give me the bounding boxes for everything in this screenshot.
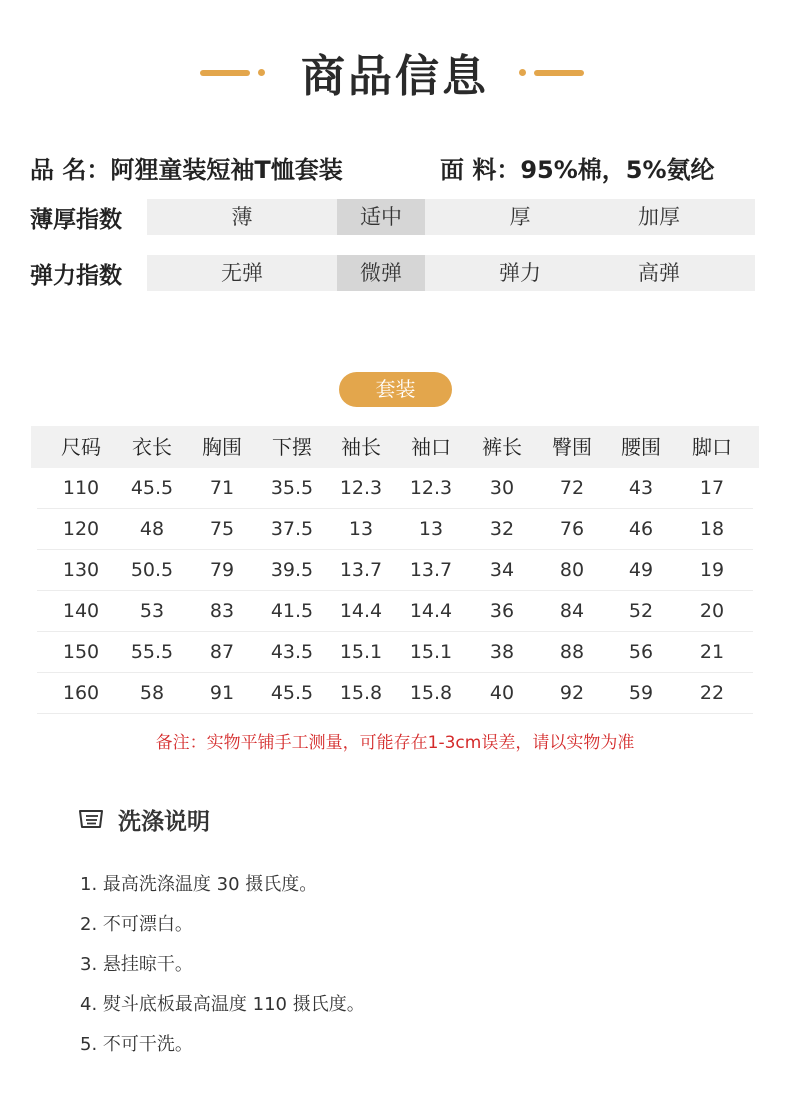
table-cell: 18	[699, 518, 725, 540]
table-cell: 13	[418, 518, 444, 540]
table-cell: 52	[628, 600, 654, 622]
table-cell: 84	[559, 600, 585, 622]
table-cell: 15.8	[409, 682, 453, 704]
header-cell: 脚口	[692, 435, 732, 459]
table-cell: 76	[559, 518, 585, 540]
size-table-body	[31, 468, 759, 714]
table-cell: 12.3	[339, 477, 383, 499]
set-badge: 套装	[339, 372, 452, 407]
page-title: 商品信息	[301, 51, 489, 102]
table-cell: 38	[489, 641, 515, 663]
table-cell: 58	[139, 682, 165, 704]
product-fabric-value: 95%棉，5%氨纶	[520, 156, 715, 184]
table-cell: 55.5	[130, 641, 174, 663]
header-deco-dot-right	[519, 69, 526, 76]
header-cell: 袖长	[341, 435, 381, 459]
table-cell: 15.8	[339, 682, 383, 704]
table-cell: 20	[699, 600, 725, 622]
thickness-scale	[147, 199, 755, 235]
table-cell: 83	[209, 600, 235, 622]
table-cell: 32	[489, 518, 515, 540]
table-cell: 46	[628, 518, 654, 540]
table-cell: 87	[209, 641, 235, 663]
washing-basin-icon	[78, 808, 104, 830]
header-cell: 下摆	[272, 435, 312, 459]
table-cell: 13.7	[339, 559, 383, 581]
table-row	[37, 550, 753, 591]
table-cell: 45.5	[270, 682, 314, 704]
size-table-header	[31, 426, 759, 468]
table-cell: 40	[489, 682, 515, 704]
table-cell: 37.5	[270, 518, 314, 540]
table-row	[37, 591, 753, 632]
size-table	[31, 426, 759, 714]
table-cell: 36	[489, 600, 515, 622]
table-cell: 41.5	[270, 600, 314, 622]
header-cell: 衣长	[132, 435, 172, 459]
washing-item: 1. 最高洗涤温度 30 摄氏度。	[80, 874, 318, 895]
elasticity-option: 弹力	[499, 261, 541, 285]
washing-item: 2. 不可漂白。	[80, 914, 193, 935]
table-cell: 30	[489, 477, 515, 499]
header-cell: 腰围	[621, 435, 661, 459]
product-fabric-row	[440, 150, 715, 185]
washing-item: 5. 不可干洗。	[80, 1034, 193, 1055]
table-cell: 72	[559, 477, 585, 499]
washing-title: 洗涤说明	[118, 809, 210, 835]
header-cell: 臀围	[552, 435, 592, 459]
table-cell: 19	[699, 559, 725, 581]
thickness-option: 厚	[509, 205, 531, 229]
table-cell: 43	[628, 477, 654, 499]
thickness-label: 薄厚指数	[30, 207, 122, 233]
table-cell: 14.4	[409, 600, 453, 622]
table-row	[37, 673, 753, 714]
table-cell: 39.5	[270, 559, 314, 581]
elasticity-option: 高弹	[638, 261, 680, 285]
header-cell: 胸围	[202, 435, 242, 459]
table-cell: 35.5	[270, 477, 314, 499]
table-cell: 48	[139, 518, 165, 540]
header-cell: 裤长	[482, 435, 522, 459]
table-cell: 150	[62, 641, 100, 663]
thickness-option: 加厚	[638, 205, 680, 229]
table-cell: 160	[62, 682, 100, 704]
product-name-label: 品 名：	[30, 156, 111, 184]
table-cell: 14.4	[339, 600, 383, 622]
washing-item: 4. 熨斗底板最高温度 110 摄氏度。	[80, 994, 365, 1015]
header-cell: 尺码	[61, 435, 101, 459]
product-fabric-label: 面 料：	[440, 156, 521, 184]
table-cell: 59	[628, 682, 654, 704]
table-cell: 91	[209, 682, 235, 704]
header-cell: 袖口	[411, 435, 451, 459]
table-cell: 56	[628, 641, 654, 663]
product-name-value: 阿狸童装短袖T恤套装	[110, 156, 343, 184]
table-cell: 34	[489, 559, 515, 581]
table-cell: 13	[348, 518, 374, 540]
table-cell: 21	[699, 641, 725, 663]
table-cell: 15.1	[339, 641, 383, 663]
table-cell: 80	[559, 559, 585, 581]
table-row	[37, 509, 753, 550]
table-cell: 71	[209, 477, 235, 499]
table-cell: 15.1	[409, 641, 453, 663]
table-cell: 53	[139, 600, 165, 622]
elasticity-option: 无弹	[221, 261, 263, 285]
elasticity-label: 弹力指数	[30, 263, 122, 289]
table-cell: 45.5	[130, 477, 174, 499]
thickness-option: 薄	[231, 205, 253, 229]
table-row	[37, 632, 753, 673]
product-name-row	[30, 150, 343, 185]
table-cell: 75	[209, 518, 235, 540]
table-cell: 13.7	[409, 559, 453, 581]
table-cell: 22	[699, 682, 725, 704]
table-cell: 43.5	[270, 641, 314, 663]
table-cell: 120	[62, 518, 100, 540]
table-cell: 49	[628, 559, 654, 581]
table-cell: 92	[559, 682, 585, 704]
table-cell: 130	[62, 559, 100, 581]
table-cell: 12.3	[409, 477, 453, 499]
table-cell: 88	[559, 641, 585, 663]
table-row	[37, 468, 753, 509]
washing-item: 3. 悬挂晾干。	[80, 954, 193, 975]
table-cell: 17	[699, 477, 725, 499]
measurement-note: 备注：实物平铺手工测量，可能存在1-3cm误差，请以实物为准	[155, 733, 635, 753]
elasticity-scale	[147, 255, 755, 291]
header-deco-line-right	[534, 70, 584, 76]
table-cell: 79	[209, 559, 235, 581]
elasticity-option-selected: 微弹	[337, 255, 425, 291]
table-cell: 50.5	[130, 559, 174, 581]
table-cell: 110	[62, 477, 100, 499]
table-cell: 140	[62, 600, 100, 622]
thickness-option-selected: 适中	[337, 199, 425, 235]
